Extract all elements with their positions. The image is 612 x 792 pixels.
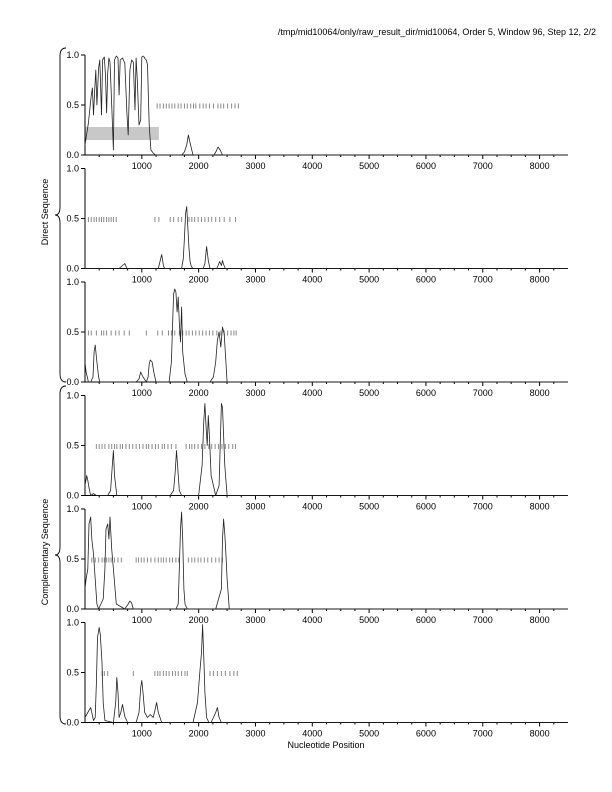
group-braces <box>55 48 66 724</box>
y-tick-label: 0.0 <box>66 604 79 614</box>
plot-panel-2 <box>66 164 568 285</box>
x-tick-label: 4000 <box>302 161 323 171</box>
header-title: /tmp/mid10064/only/raw_result_dir/mid10064, Order 5, Window 96, Step 12, 2/2 <box>277 27 596 37</box>
x-tick-label: 8000 <box>529 501 550 512</box>
x-tick-label: 2000 <box>188 161 209 171</box>
direct-sequence-brace <box>55 48 66 382</box>
x-tick-label: 3000 <box>245 728 266 739</box>
x-tick-label: 1000 <box>131 388 152 398</box>
x-axis-title: Nucleotide Position <box>287 740 365 750</box>
x-tick-label: 2000 <box>188 501 209 512</box>
y-tick-label: 1.0 <box>66 277 79 287</box>
x-tick-label: 6000 <box>415 388 436 398</box>
x-tick-label: 3000 <box>245 274 266 285</box>
plot-panel-4 <box>66 391 568 512</box>
x-tick-label: 3000 <box>245 388 266 398</box>
y-tick-label: 0.0 <box>66 377 79 387</box>
y-tick-label: 0.0 <box>66 717 79 728</box>
x-tick-label: 7000 <box>472 615 493 625</box>
x-tick-label: 6000 <box>415 728 436 739</box>
x-tick-label: 5000 <box>359 615 380 625</box>
y-tick-label: 1.0 <box>66 50 79 60</box>
x-tick-label: 8000 <box>529 161 550 171</box>
x-tick-label: 4000 <box>302 728 323 739</box>
x-tick-label: 4000 <box>302 615 323 625</box>
y-tick-label: 0.5 <box>66 327 79 337</box>
x-tick-label: 4000 <box>302 388 323 398</box>
y-tick-label: 0.0 <box>66 263 79 274</box>
y-tick-label: 1.0 <box>66 163 79 174</box>
x-tick-label: 7000 <box>472 501 493 512</box>
y-tick-label: 1.0 <box>66 504 79 514</box>
x-tick-label: 2000 <box>188 274 209 285</box>
x-tick-label: 7000 <box>472 388 493 398</box>
direct-sequence-label: Direct Sequence <box>40 178 50 246</box>
plot-panel-1 <box>66 50 568 171</box>
x-tick-label: 4000 <box>302 274 323 285</box>
y-tick-label: 0.5 <box>66 440 79 451</box>
x-tick-label: 2000 <box>188 388 209 398</box>
complementary-sequence-label: Complementary Sequence <box>40 498 50 606</box>
x-tick-label: 2000 <box>188 728 209 739</box>
x-tick-label: 3000 <box>245 501 266 512</box>
x-tick-label: 6000 <box>415 615 436 625</box>
y-tick-label: 0.5 <box>66 213 79 224</box>
y-tick-label: 0.5 <box>66 667 79 678</box>
highlight-band <box>85 127 159 140</box>
x-tick-label: 3000 <box>245 161 266 171</box>
x-tick-label: 5000 <box>359 388 380 398</box>
y-tick-label: 1.0 <box>66 617 79 628</box>
x-tick-label: 8000 <box>529 615 550 625</box>
complementary-sequence-brace <box>55 386 66 724</box>
x-tick-label: 7000 <box>472 274 493 285</box>
x-tick-label: 6000 <box>415 274 436 285</box>
x-tick-label: 5000 <box>359 501 380 512</box>
x-tick-label: 1000 <box>131 501 152 512</box>
series-line <box>85 207 568 269</box>
x-tick-label: 6000 <box>415 501 436 512</box>
y-tick-label: 1.0 <box>66 390 79 401</box>
x-tick-label: 1000 <box>131 274 152 285</box>
y-tick-label: 0.5 <box>66 100 79 110</box>
x-tick-label: 8000 <box>529 274 550 285</box>
x-tick-label: 8000 <box>529 388 550 398</box>
y-tick-label: 0.0 <box>66 150 79 160</box>
x-tick-label: 2000 <box>188 615 209 625</box>
plot-panel-5 <box>66 501 568 625</box>
x-tick-label: 4000 <box>302 501 323 512</box>
x-tick-label: 5000 <box>359 728 380 739</box>
x-tick-label: 5000 <box>359 161 380 171</box>
x-tick-label: 3000 <box>245 615 266 625</box>
x-tick-label: 6000 <box>415 161 436 171</box>
y-tick-label: 0.5 <box>66 554 79 564</box>
series-line <box>85 404 568 496</box>
series-line <box>85 512 568 609</box>
y-tick-label: 0.0 <box>66 490 79 501</box>
plot-panel-3 <box>66 274 568 398</box>
x-tick-label: 1000 <box>131 615 152 625</box>
x-tick-label: 5000 <box>359 274 380 285</box>
plot-panel-6 <box>66 618 568 739</box>
plot-stack <box>66 50 568 739</box>
x-tick-label: 8000 <box>529 728 550 739</box>
x-tick-label: 1000 <box>131 728 152 739</box>
x-tick-label: 7000 <box>472 728 493 739</box>
x-tick-label: 1000 <box>131 161 152 171</box>
x-tick-label: 7000 <box>472 161 493 171</box>
